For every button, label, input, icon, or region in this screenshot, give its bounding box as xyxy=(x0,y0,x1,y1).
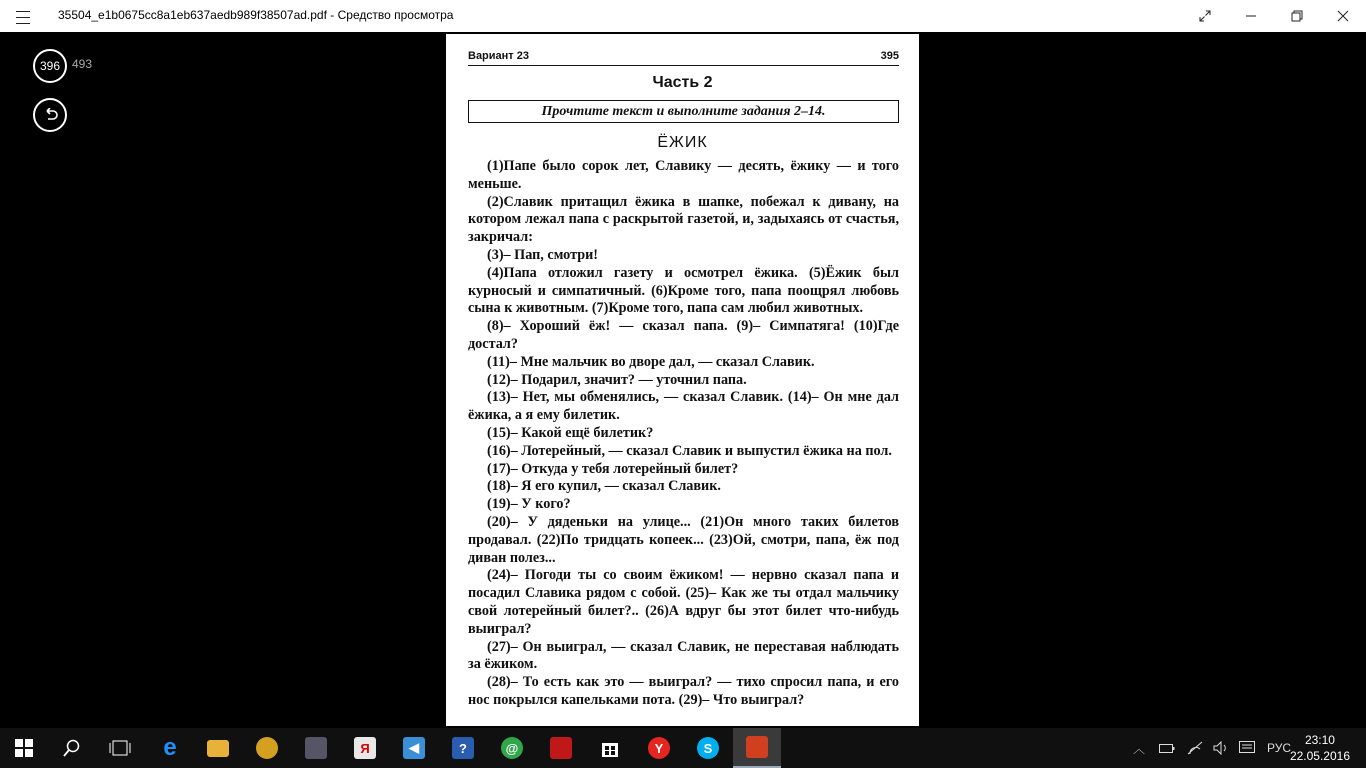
battery-icon[interactable] xyxy=(1159,742,1175,754)
mail-taskbar-app[interactable] xyxy=(488,728,536,768)
wifi-icon[interactable] xyxy=(1187,741,1203,755)
restore-button[interactable] xyxy=(1274,0,1320,32)
search-button[interactable] xyxy=(48,728,96,768)
total-pages-label: 493 xyxy=(72,57,93,71)
minimize-button[interactable] xyxy=(1228,0,1274,32)
yandex-taskbar-app[interactable] xyxy=(341,728,389,768)
clock-time: 23:10 xyxy=(1304,733,1335,747)
expand-icon xyxy=(1199,10,1211,22)
close-icon xyxy=(1337,10,1349,22)
notification-icon[interactable] xyxy=(1239,741,1255,755)
paragraph: (19)– У кого? xyxy=(487,496,571,513)
character-taskbar-app[interactable] xyxy=(243,728,291,768)
return-arrow-icon xyxy=(42,108,58,122)
character-icon xyxy=(256,737,278,759)
hamburger-menu-icon[interactable] xyxy=(12,6,34,26)
minimize-icon xyxy=(1245,10,1257,22)
paragraph: (27)– Он выиграл, — сказал Славик, не переставая наблюдать за ёжиком. xyxy=(468,638,899,673)
skype-taskbar-app[interactable] xyxy=(684,728,732,768)
document-page xyxy=(446,34,919,726)
story-text xyxy=(468,158,899,710)
window-title: 35504_e1b0675cc8a1eb637aedb989f38507ad.pdf - Средство просмотра xyxy=(58,8,454,22)
paragraph: (2)Славик притащил ёжика в шапке, побежал к дивану, на котором лежал папа с раскрытой газетой, и, задыхаясь от счастья, закричал: xyxy=(468,193,899,246)
yandex-icon: Я xyxy=(354,737,376,759)
page-header xyxy=(468,48,899,66)
task-view-button[interactable] xyxy=(96,728,144,768)
close-button[interactable] xyxy=(1320,0,1366,32)
part-heading: Часть 2 xyxy=(652,74,713,91)
edge-icon: e xyxy=(163,734,177,761)
story-title: ЁЖИК xyxy=(657,134,708,151)
media-icon xyxy=(305,737,327,759)
edge-taskbar-app[interactable] xyxy=(146,728,194,768)
clock-date: 22.05.2016 xyxy=(1289,749,1350,763)
paragraph: (1)Папе было сорок лет, Славику — десять, ёжику — и того меньше. xyxy=(468,158,899,192)
pdf-reader-icon xyxy=(746,736,768,758)
paragraph: (24)– Погоди ты со своим ёжиком! — нервно сказал папа и посадил Славика рядом с собой. (25)– Как же ты отдал мальчику свой лотерейный билет?.. (26)А вдруг бы этот билет что-нибудь выиграл? xyxy=(468,567,899,637)
paragraph: (16)– Лотерейный, — сказал Славик и выпустил ёжика на пол. xyxy=(487,442,892,459)
back-button[interactable] xyxy=(33,98,67,132)
paragraph: (11)– Мне мальчик во дворе дал, — сказал Славик. xyxy=(487,353,815,370)
store-icon xyxy=(600,738,620,758)
speaker-icon: ◀ xyxy=(403,737,425,759)
restore-icon xyxy=(1291,10,1303,22)
language-indicator[interactable]: РУС xyxy=(1267,741,1292,755)
paragraph: (17)– Откуда у тебя лотерейный билет? xyxy=(487,460,739,477)
file-explorer-taskbar-app[interactable] xyxy=(194,728,242,768)
volume-icon[interactable] xyxy=(1213,741,1229,755)
pdf-viewer-taskbar-app[interactable] xyxy=(733,728,781,768)
variant-label: Вариант 23 xyxy=(468,50,529,62)
volume-taskbar-app[interactable] xyxy=(390,728,438,768)
help-taskbar-app[interactable] xyxy=(439,728,487,768)
store-taskbar-app[interactable] xyxy=(586,728,634,768)
system-tray xyxy=(1133,728,1291,768)
task-view-icon xyxy=(109,740,131,756)
help-icon: ? xyxy=(452,737,474,759)
paragraph: (15)– Какой ещё билетик? xyxy=(487,424,654,441)
title-bar xyxy=(0,0,1366,32)
yandex-browser-taskbar-app[interactable] xyxy=(635,728,683,768)
current-page-indicator[interactable]: 396 xyxy=(33,49,67,83)
skype-icon: S xyxy=(697,737,719,759)
taskbar xyxy=(0,728,1366,768)
paragraph: (12)– Подарил, значит? — уточнил папа. xyxy=(487,371,747,388)
fullscreen-button[interactable] xyxy=(1182,0,1228,32)
paragraph: (4)Папа отложил газету и осмотрел ёжика. (5)Ёжик был курносый и симпатичный. (6)Кроме того, папа поощрял любовь сына к животным. (7)Кроме того, папа сам любил животных. xyxy=(468,264,899,317)
paragraph: (13)– Нет, мы обменялись, — сказал Славик. (14)– Он мне дал ёжика, а я ему билетик. xyxy=(468,389,899,424)
red-app-icon xyxy=(550,737,572,759)
chevron-up-icon[interactable]: ︿ xyxy=(1133,741,1146,756)
paragraph: (28)– То есть как это — выиграл? — тихо спросил папа, и его нос покрылся капельками пота. (29)– Что выиграл? xyxy=(468,674,899,708)
windows-logo-icon xyxy=(15,739,33,757)
mail-at-icon: @ xyxy=(501,737,523,759)
paragraph: (18)– Я его купил, — сказал Славик. xyxy=(487,478,721,495)
red-taskbar-app[interactable] xyxy=(537,728,585,768)
task-instruction-box: Прочтите текст и выполните задания 2–14. xyxy=(468,100,899,123)
paragraph: (8)– Хороший ёж! — сказал папа. (9)– Симпатяга! (10)Где достал? xyxy=(468,318,899,352)
start-button[interactable] xyxy=(0,728,48,768)
folder-icon xyxy=(207,740,229,757)
search-icon xyxy=(63,739,81,757)
paragraph: (20)– У дяденьки на улице... (21)Он много таких билетов продавал. (22)По тридцать копеек... (23)Ой, смотри, папа, ёж под диван полез... xyxy=(468,513,899,566)
clock[interactable] xyxy=(1290,732,1350,764)
paragraph: (3)– Пап, смотри! xyxy=(487,246,599,263)
yandex-browser-icon: Y xyxy=(648,737,670,759)
page-number: 395 xyxy=(880,50,899,62)
media-taskbar-app[interactable] xyxy=(292,728,340,768)
